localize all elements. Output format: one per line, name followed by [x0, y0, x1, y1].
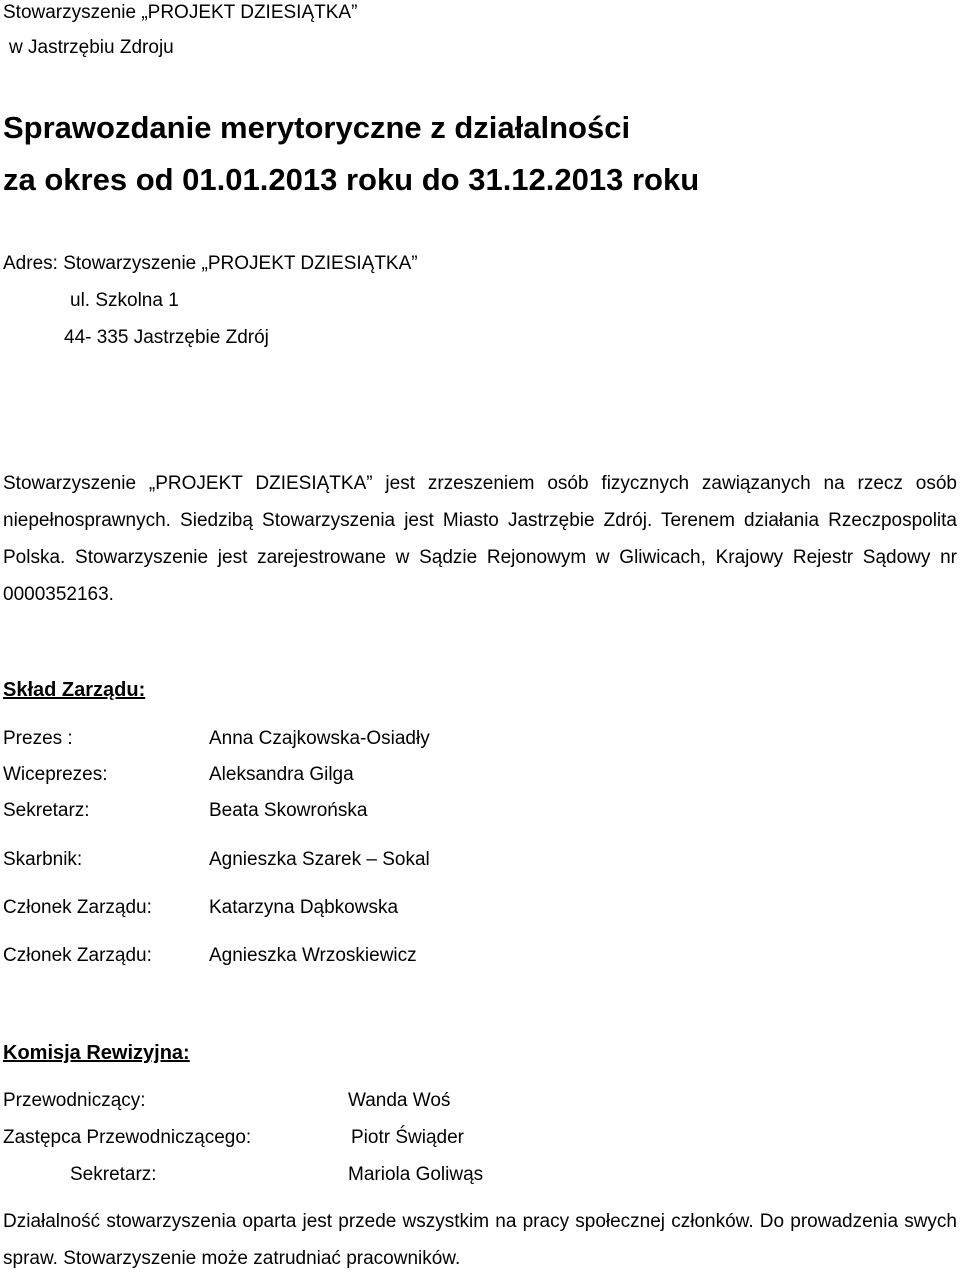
report-period: za okres od 01.01.2013 roku do 31.12.2013 roku [3, 162, 700, 197]
address-line-1: Adres: Stowarzyszenie „PROJEKT DZIESIĄTKA” [3, 253, 418, 274]
member-name: Agnieszka Szarek – Sokal [209, 849, 430, 870]
role-label: Sekretarz: [70, 1164, 157, 1185]
organization-name: Stowarzyszenie „PROJEKT DZIESIĄTKA” [3, 2, 358, 23]
role-label: Członek Zarządu: [3, 897, 152, 918]
member-name: Piotr Świąder [351, 1127, 464, 1148]
management-row [3, 849, 430, 870]
address-city: 44- 335 Jastrzębie Zdrój [64, 327, 269, 348]
address-street: ul. Szkolna 1 [70, 290, 179, 311]
management-row [3, 764, 354, 785]
member-name: Mariola Goliwąs [348, 1164, 484, 1185]
role-label: Członek Zarządu: [3, 945, 152, 966]
role-label: Sekretarz: [3, 800, 90, 821]
role-label: Przewodniczący: [3, 1090, 146, 1111]
organization-description: Stowarzyszenie „PROJEKT DZIESIĄTKA” jest zrzeszeniem osób fizycznych zawiązanych na rzecz osób niepełnosprawnych. Siedzibą Stowarzyszenia jest Miasto Jastrzębie Zdrój. Terenem działania Rzeczpospolita Polska. Stowarzyszenie jest zarejestrowane w Sądzie Rejonowym w Gliwicach, Krajowy Rejestr Sądowy nr 0000352163. [3, 473, 957, 605]
role-label: Prezes : [3, 728, 73, 749]
member-name: Wanda Woś [348, 1090, 451, 1111]
audit-row [3, 1127, 464, 1148]
role-label: Zastępca Przewodniczącego: [3, 1127, 252, 1148]
role-label: Skarbnik: [3, 849, 83, 870]
management-heading: Skład Zarządu: [3, 679, 146, 701]
management-row [3, 945, 417, 966]
member-name: Beata Skowrońska [209, 800, 368, 821]
audit-row [3, 1090, 451, 1111]
member-name: Agnieszka Wrzoskiewicz [209, 945, 417, 966]
member-name: Aleksandra Gilga [209, 764, 354, 785]
management-row [3, 897, 399, 918]
report-title: Sprawozdanie merytoryczne z działalności [3, 110, 631, 145]
member-name: Katarzyna Dąbkowska [209, 897, 399, 918]
role-label: Wiceprezes: [3, 764, 108, 785]
activity-description: Działalność stowarzyszenia oparta jest przede wszystkim na pracy społecznej członków. Do prowadzenia swych spraw. Stowarzyszenie może zatrudniać pracowników. [3, 1211, 957, 1269]
audit-row [3, 1164, 484, 1185]
member-name: Anna Czajkowska-Osiadły [209, 728, 430, 749]
audit-commission-heading: Komisja Rewizyjna: [3, 1042, 190, 1064]
organization-location: w Jastrzębiu Zdroju [9, 37, 174, 58]
management-row [3, 800, 368, 821]
management-row [3, 728, 430, 749]
